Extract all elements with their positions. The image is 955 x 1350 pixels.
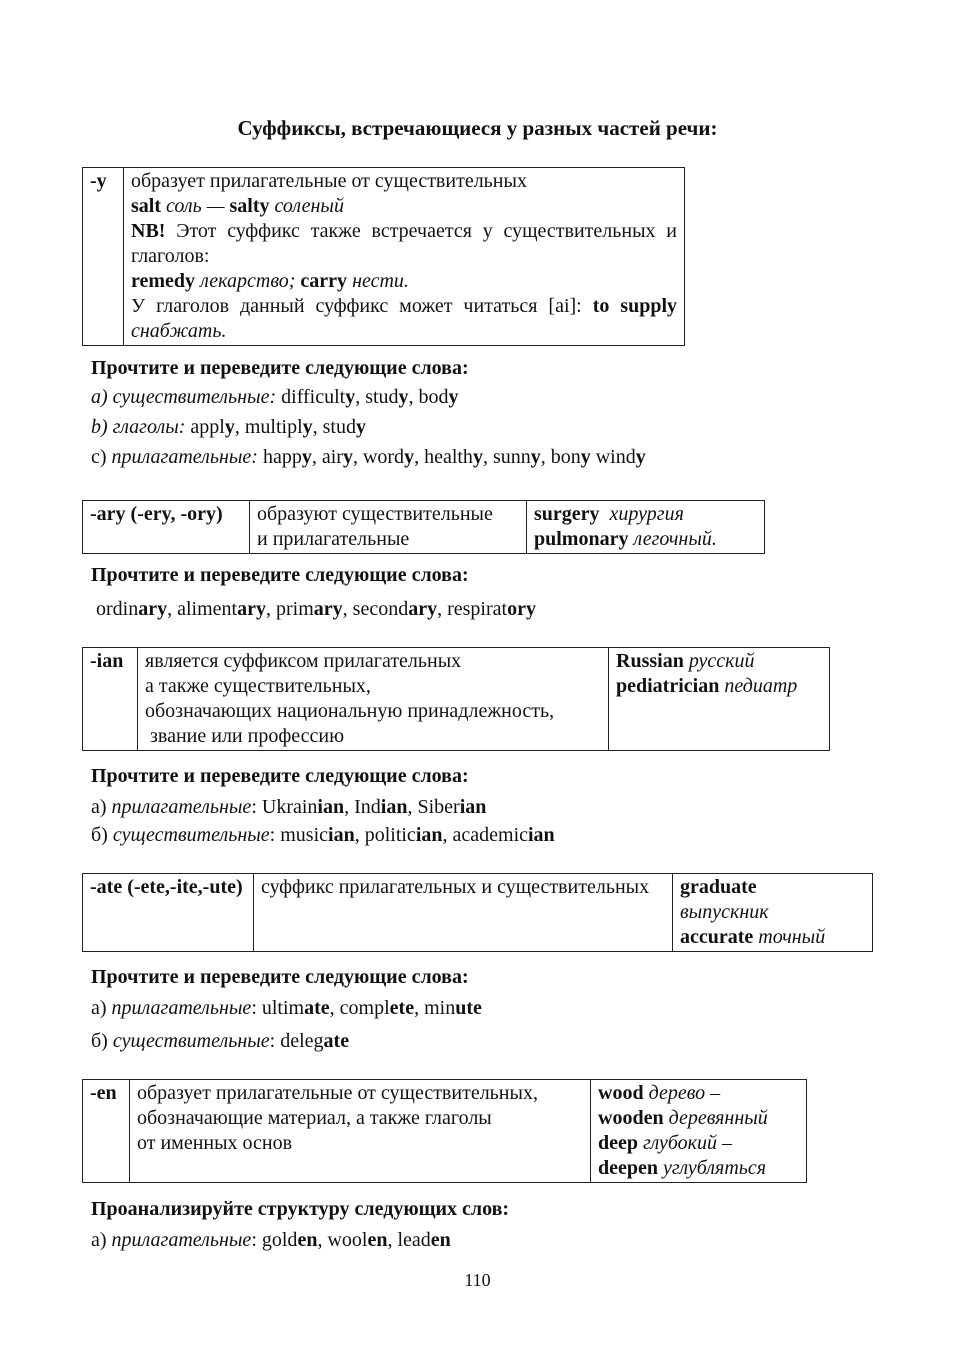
exercise-heading: Проанализируйте структуру следующих слов: [91, 1198, 510, 1220]
description-cell: образуют существительные и прилагательные [250, 501, 527, 554]
verb-note: У глаголов данный суффикс может читаться [ai]: to supply снабжать. [131, 295, 677, 342]
word-suffix: y [404, 446, 415, 468]
word-stem: , bod [408, 386, 449, 408]
word-suffix: ian [317, 796, 345, 818]
word-stem: , Siber [407, 796, 460, 818]
exercise-line-a: а) прилагательные: ultimate, complete, minute [91, 997, 482, 1019]
suffix-cell: -en [83, 1080, 130, 1183]
word-stem: , lead [387, 1229, 431, 1251]
word-suffix: y [635, 446, 646, 468]
word-suffix: ian [328, 824, 355, 846]
suffix-cell: -ary (-ery, -ory) [83, 501, 250, 554]
page-number: 110 [464, 1270, 491, 1290]
word-stem: appl [190, 416, 225, 438]
suffix-table-ian [82, 647, 830, 751]
word-suffix: en [367, 1229, 388, 1251]
word-suffix: ate [323, 1030, 350, 1052]
suffix-table-y [82, 167, 685, 346]
word-suffix: ian [459, 796, 487, 818]
word-stem: music [280, 824, 329, 846]
word-suffix: y [224, 416, 235, 438]
word-stem: , prim [265, 598, 314, 620]
exercise-line-b: b) глаголы: apply, multiply, study [91, 416, 366, 438]
example-cell: surgery хирургия pulmonary легочный. [527, 501, 765, 554]
word-stem: , second [342, 598, 409, 620]
word-stem: , Ind [344, 796, 381, 818]
exercise-heading: Прочтите и переведите следующие слова: [91, 357, 469, 379]
example-cell: graduate выпускник accurate точный [673, 874, 873, 952]
example-line: salt соль — salty соленый [131, 195, 344, 217]
word-list [280, 824, 554, 846]
word-suffix: y [448, 386, 459, 408]
word-list [280, 1030, 349, 1052]
word-stem: wind [590, 446, 636, 468]
word-suffix: ete [389, 997, 415, 1019]
word-list [96, 598, 536, 620]
word-stem: , min [414, 997, 456, 1019]
word-list [262, 1229, 451, 1251]
word-suffix: ary [138, 598, 168, 620]
word-list [281, 386, 458, 408]
suffix-cell: -y [83, 168, 124, 346]
word-stem: happ [262, 446, 302, 468]
word-suffix: y [580, 446, 591, 468]
example-line: remedy лекарство; carry нести. [131, 270, 409, 292]
exercise-heading: Прочтите и переведите следующие слова: [91, 564, 469, 586]
word-suffix: ate [304, 997, 330, 1019]
description-cell: образует прилагательные от существительных, обозначающие материал, а также глаголы от именных основ [130, 1080, 591, 1183]
word-stem: , multipl [234, 416, 303, 438]
word-stem: ultim [261, 997, 305, 1019]
exercise-line-b: б) существительные: delegate [91, 1030, 350, 1052]
word-stem: gold [261, 1229, 298, 1251]
word-stem: , air [311, 446, 343, 468]
suffix-table-en [82, 1079, 807, 1183]
word-list [263, 446, 646, 468]
exercise-heading: Прочтите и переведите следующие слова: [91, 966, 469, 988]
word-suffix: y [342, 446, 353, 468]
word-stem: Ukrain [261, 796, 318, 818]
description-cell: является суффиксом прилагательных а также существительных, обозначающих национальную принадлежность, звание или профессию [138, 648, 609, 751]
word-suffix: ute [455, 997, 482, 1019]
word-stem: , health [414, 446, 473, 468]
word-suffix: y [355, 416, 366, 438]
word-stem: , stud [355, 386, 399, 408]
word-suffix: ory [507, 598, 536, 620]
exercise-line-a: а) прилагательные: Ukrainian, Indian, Siberian [91, 796, 487, 818]
word-suffix: ary [237, 598, 266, 620]
word-stem: difficult [281, 386, 346, 408]
exercise-line-b: б) существительные: musician, politician, academician [91, 824, 555, 846]
word-suffix: y [472, 446, 483, 468]
word-suffix: ary [408, 598, 438, 620]
description-cell: суффикс прилагательных и существительных [254, 874, 673, 952]
word-suffix: ian [528, 824, 555, 846]
word-suffix: y [301, 446, 312, 468]
word-suffix: ian [415, 824, 443, 846]
exercise-heading: Прочтите и переведите следующие слова: [91, 765, 469, 787]
word-suffix: y [530, 446, 541, 468]
word-list [262, 796, 487, 818]
word-list [262, 997, 482, 1019]
nb-note: NB! Этот суффикс также встречается у существительных и глаголов: [131, 220, 677, 267]
word-list [190, 416, 366, 438]
word-stem: , respirat [437, 598, 508, 620]
exercise-line-a: а) существительные: difficulty, study, body [91, 386, 459, 408]
example-cell: wood дерево – wooden деревянный deep глубокий – deepen углубляться [591, 1080, 807, 1183]
word-suffix: y [302, 416, 313, 438]
word-stem: , bon [540, 446, 581, 468]
word-suffix: en [297, 1229, 318, 1251]
word-stem: deleg [280, 1030, 324, 1052]
word-suffix: ary [313, 598, 343, 620]
word-stem: , compl [329, 997, 390, 1019]
exercise-line-a: а) прилагательные: golden, woolen, leaden [91, 1229, 451, 1251]
word-stem: ordin [96, 598, 139, 620]
word-stem: , aliment [167, 598, 238, 620]
word-suffix: en [430, 1229, 451, 1251]
example-cell: Russian русский pediatrician педиатр [609, 648, 830, 751]
word-stem: , sunn [482, 446, 531, 468]
suffix-cell: -ate (-ete,-ite,-ute) [83, 874, 254, 952]
exercise-line [96, 596, 536, 622]
page-title: Суффиксы, встречающиеся у разных частей речи: [237, 116, 718, 140]
description-text: образует прилагательные от существительных [131, 170, 527, 192]
word-suffix: ian [380, 796, 408, 818]
suffix-table-ary [82, 500, 765, 554]
word-suffix: y [345, 386, 356, 408]
word-stem: , politic [354, 824, 416, 846]
exercise-line-c: с) прилагательные: happy, airy, wordy, healthy, sunny, bony windy [91, 446, 646, 468]
word-suffix: y [398, 386, 409, 408]
description-cell [124, 168, 685, 346]
word-stem: , word [352, 446, 405, 468]
word-stem: , wool [317, 1229, 368, 1251]
suffix-cell: -ian [83, 648, 138, 751]
word-stem: , stud [312, 416, 356, 438]
word-stem: , academic [442, 824, 528, 846]
suffix-table-ate [82, 873, 873, 952]
